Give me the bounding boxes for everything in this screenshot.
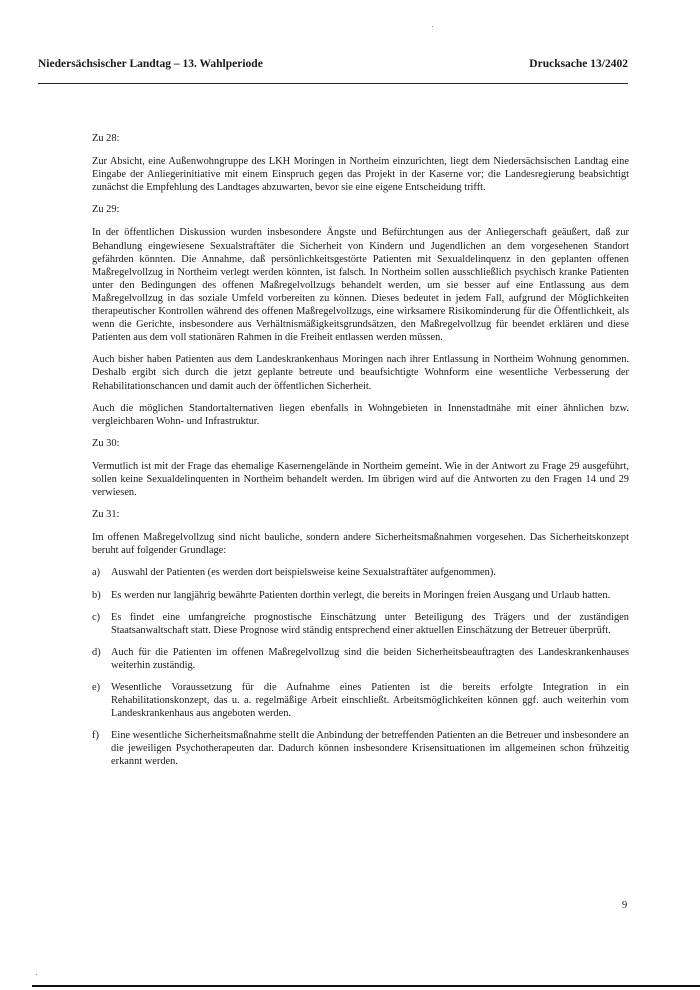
list-item — [92, 589, 629, 602]
header-divider — [38, 83, 628, 84]
scan-speck — [432, 26, 433, 27]
header-title: Niedersächsischer Landtag – 13. Wahlperiode — [38, 58, 263, 70]
paragraph: Auch die möglichen Standortalternativen liegen ebenfalls in Wohngebieten in Innenstadtnähe mit einer ähnlichen bzw. vergleichbaren Wohn- und Infrastruktur. — [92, 402, 629, 427]
list-marker: c) — [92, 611, 101, 623]
section-heading: Zu 30: — [92, 437, 120, 449]
list-item-text: Es findet eine umfangreiche prognostische Einschätzung unter Beteiligung des Trägers und der zuständigen Staatsanwaltschaft statt. Diese Prognose wird ständig entsprechend einer aktuellen Einschätzung der Betreuer überprüft. — [111, 611, 629, 636]
scan-speck — [36, 974, 37, 975]
paragraph: Vermutlich ist mit der Frage das ehemalige Kasernengelände in Northeim gemeint. Wie in der Antwort zu Frage 29 ausgeführt, sollen keine Sexualdelinquenten in Northeim behandelt werden. Im übrigen wird auf die Antworten zu den Fragen 14 und 29 verwiesen. — [92, 460, 629, 499]
list-marker: f) — [92, 730, 99, 742]
paragraph: In der öffentlichen Diskussion wurden insbesondere Ängste und Befürchtungen aus der Anliegerschaft geäußert, daß zur Behandlung eingewiesene Sexualstraftäter die Sicherheit von Kindern und Jugendlichen an dem vorgesehenen Standort gefährden könnten. Die Annahme, daß persönlichkeitsgestörte Patienten mit Sexualdelinquenz in den geplanten offenen Maßregelvollzug in Northeim verlegt werden könnten, ist falsch. In Northeim sollen ausschließlich psychisch kranke Patienten unter den Bedingungen des offenen Maßregelvollzugs behandelt werden, um sie besser auf eine Entlassung aus dem Maßregelvollzug in das soziale Umfeld vorbereiten zu können. Dieses bedeutet in jedem Fall, aufgrund der Möglichkeiten therapeutischer Kontrollen während des offenen Maßregelvollzugs, eine wirksamere Risikominderung für die Öffentlichkeit, als wenn die Gerichte, insbesondere aus Verhältnismäßigkeitsgrundsätzen, den Maßregelvollzug für beendet erklären und diese Patienten aus dem voll stationären Rahmen in die Freiheit entlassen werden müssen. — [92, 227, 629, 344]
list-item — [92, 646, 629, 672]
security-measures-list — [92, 566, 629, 768]
list-item-text: Auswahl der Patienten (es werden dort beispielsweise keine Sexualstraftäter aufgenommen). — [111, 567, 496, 579]
section-zu-28 — [92, 132, 629, 194]
list-item-text: Eine wesentliche Sicherheitsmaßnahme stellt die Anbindung der betreffenden Patienten an die Betreuer und insbesondere an die jeweiligen Psychotherapeuten dar. Dadurch können insbesondere Krisensituationen im allgemeinen schon frühzeitig erkannt werden. — [111, 730, 629, 768]
page-number: 9 — [622, 900, 628, 911]
paragraph: Im offenen Maßregelvollzug sind nicht bauliche, sondern andere Sicherheitsmaßnahmen vorgesehen. Das Sicherheitskonzept beruht auf folgender Grundlage: — [92, 532, 629, 557]
scan-bottom-edge — [32, 985, 700, 987]
list-marker: b) — [92, 589, 101, 601]
section-zu-30 — [92, 437, 629, 499]
page-body — [92, 132, 629, 778]
section-zu-31 — [92, 508, 629, 768]
list-item — [92, 681, 629, 720]
list-item-text: Auch für die Patienten im offenen Maßregelvollzug sind die beiden Sicherheitsbeauftragten des Landeskrankenhauses weiterhin zuständig. — [111, 646, 629, 671]
list-marker: e) — [92, 682, 101, 693]
section-heading: Zu 29: — [92, 204, 120, 216]
list-item — [92, 611, 629, 637]
section-heading: Zu 31: — [92, 509, 120, 521]
document-number: Drucksache 13/2402 — [529, 58, 628, 70]
paragraph: Zur Absicht, eine Außenwohngruppe des LKH Moringen in Northeim einzurichten, liegt dem Niedersächsischen Landtag eine Eingabe der Anliegerinitiative mit einem Einspruch gegen das Projekt in der Kaserne vor; die Landesregierung beabsichtigt zunächst die Empfehlung des Landtages abzuwarten, bevor sie eine eigene Entscheidung trifft. — [92, 156, 629, 194]
section-heading: Zu 28: — [92, 133, 120, 144]
list-item — [92, 729, 629, 768]
list-marker: a) — [92, 567, 101, 579]
paragraph: Auch bisher haben Patienten aus dem Landeskrankenhaus Moringen nach ihrer Entlassung in Northeim Wohnung genommen. Deshalb ergibt sich durch die jetzt geplante betreute und beaufsichtigte Wohnform eine wesentliche Verbesserung der Rehabilitationschancen und damit auch der öffentlichen Sicherheit. — [92, 354, 629, 392]
list-item-text: Wesentliche Voraussetzung für die Aufnahme eines Patienten ist die bereits erfolgte Integration in ein Rehabilitationskonzept, das u. a. regelmäßige Arbeit einschließt. Arbeitsmöglichkeiten können ggf. auch weiterhin vom Landeskrankenhaus aus angeboten werden. — [111, 682, 629, 720]
list-item-text: Es werden nur langjährig bewährte Patienten dorthin verlegt, die bereits in Moringen freien Ausgang und Urlaub hatten. — [111, 589, 611, 601]
list-marker: d) — [92, 646, 101, 658]
list-item — [92, 566, 629, 579]
section-zu-29 — [92, 203, 629, 427]
